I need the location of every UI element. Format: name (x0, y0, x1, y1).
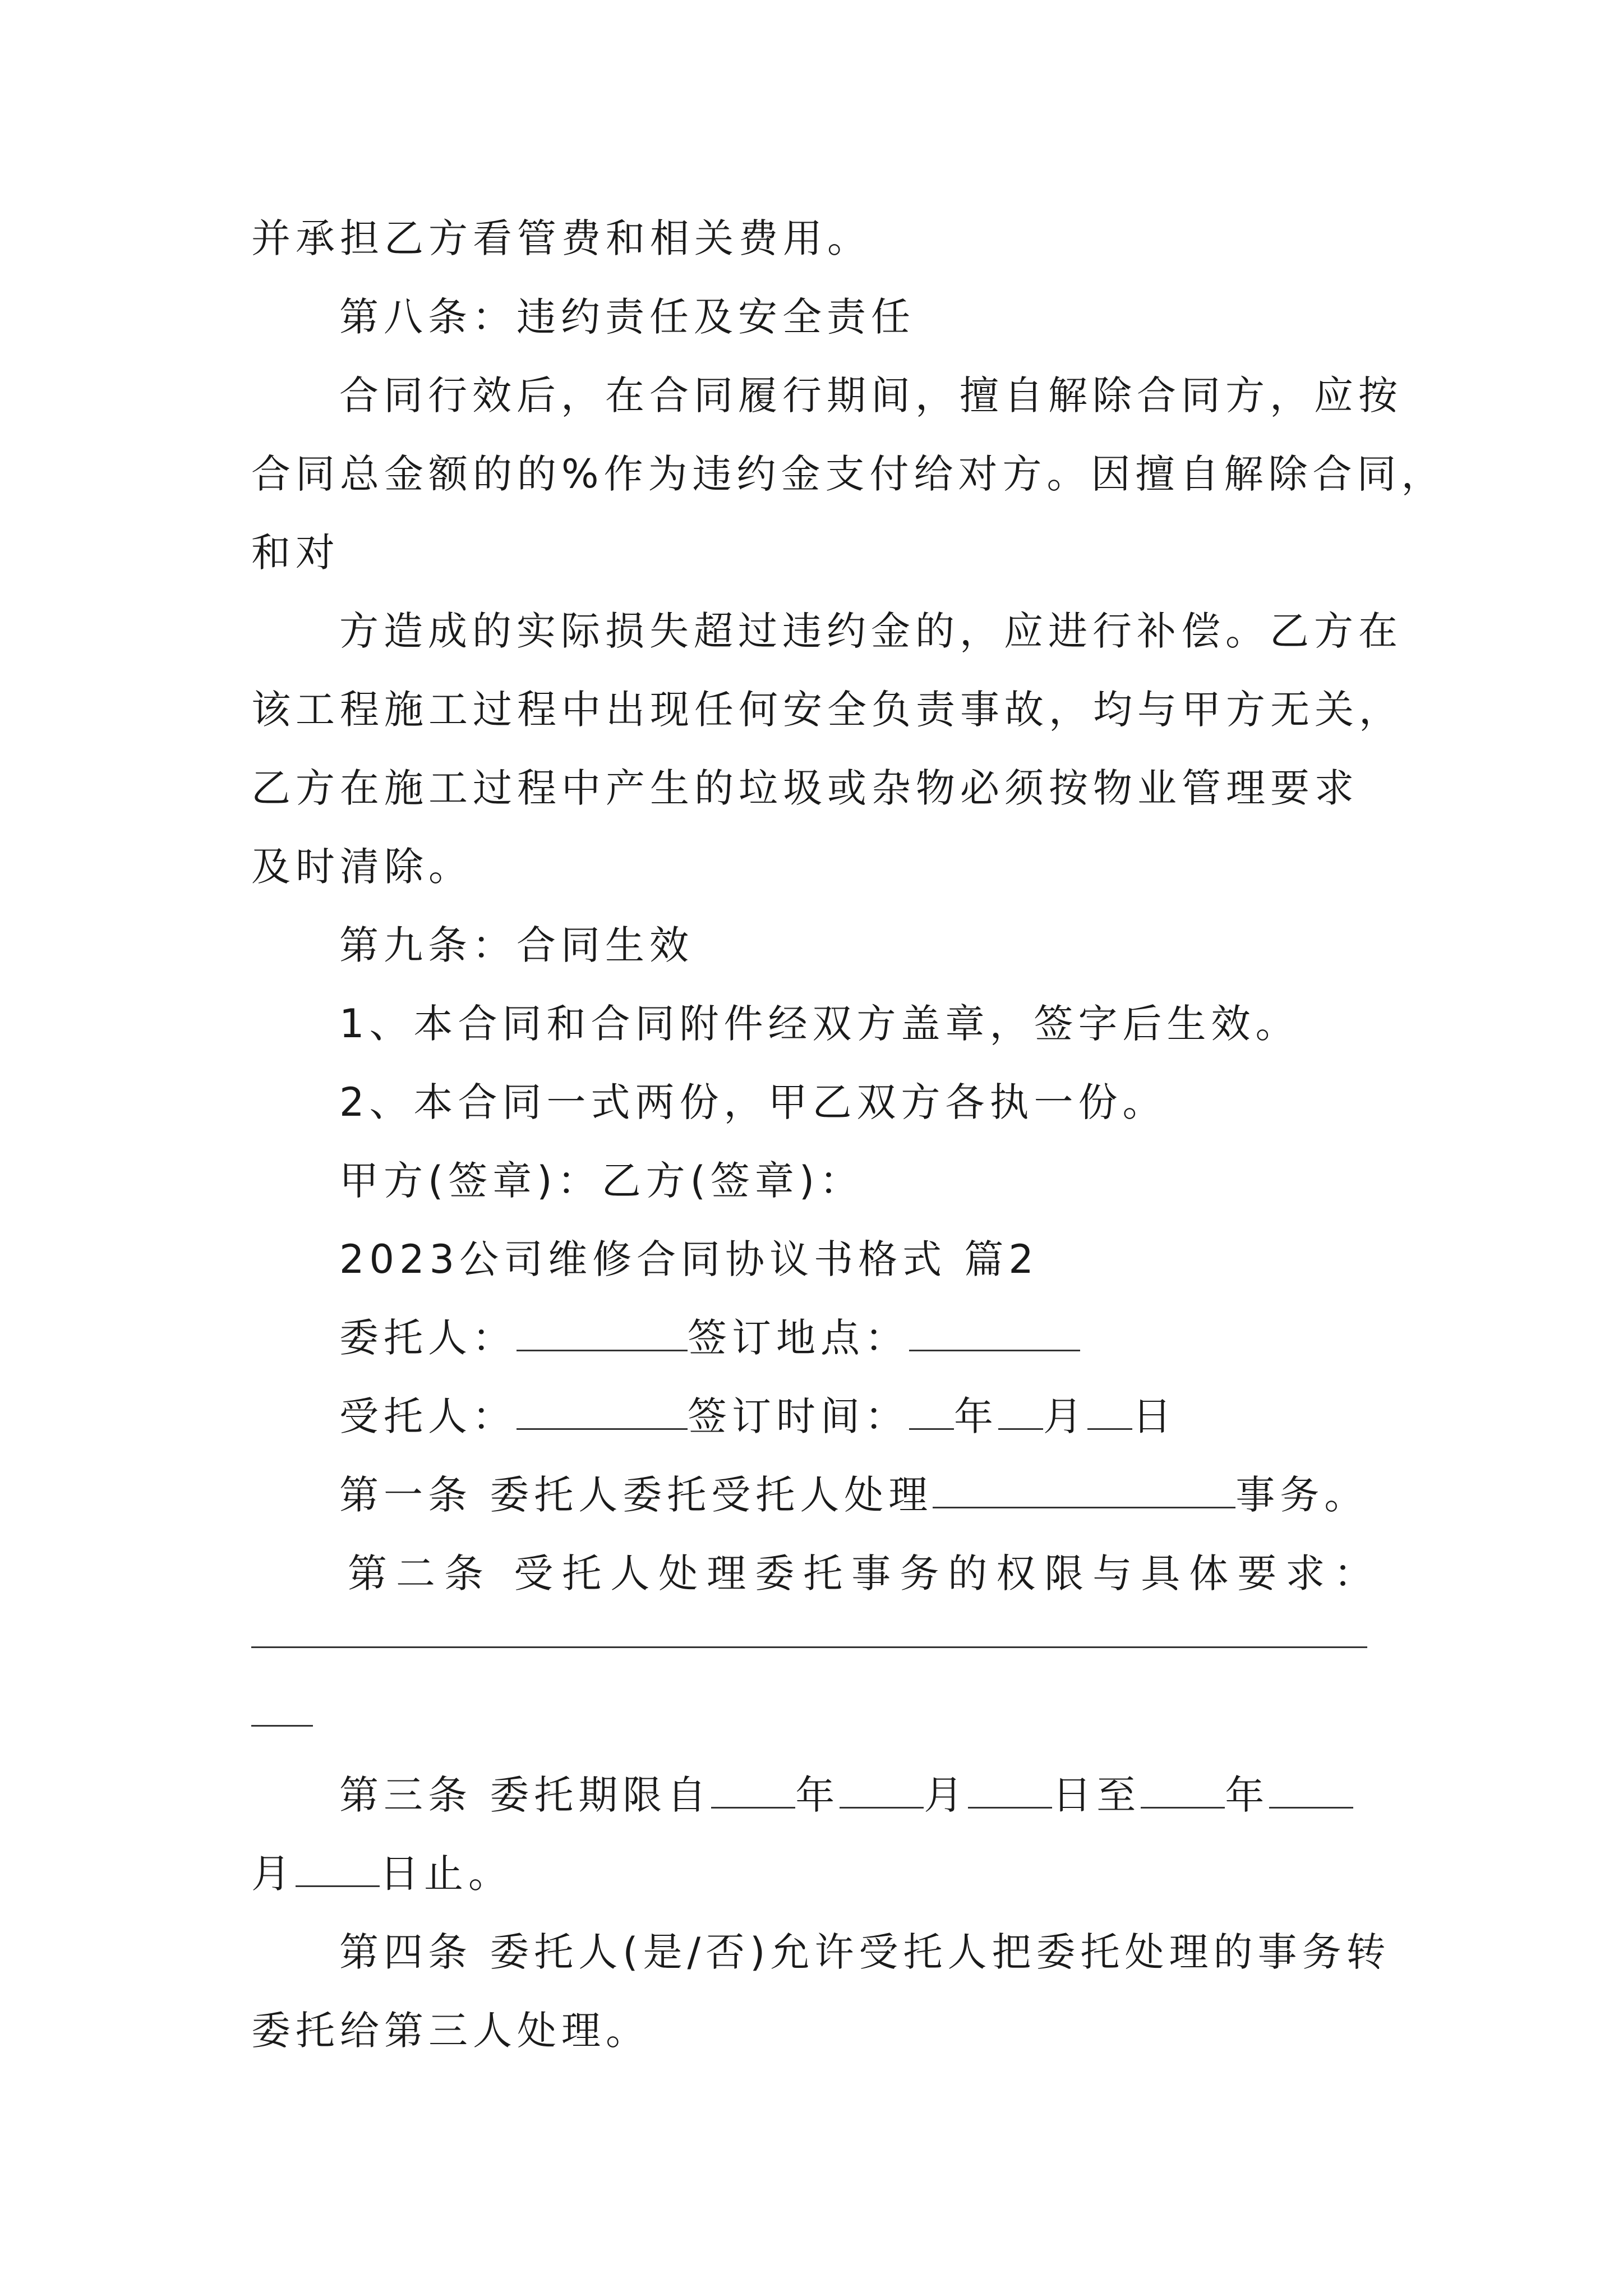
article-4-line-2: 委托给第三人处理。 (251, 2008, 650, 2054)
month-label: 月 (924, 1772, 969, 1818)
paragraph-line: 方造成的实际损失超过违约金的，应进行补偿。乙方在 (339, 608, 1403, 654)
article-1 (339, 1467, 1368, 1523)
paragraph-line: 该工程施工过程中出现任何安全负责事故，均与甲方无关， (251, 687, 1403, 733)
paragraph-line: 并承担乙方看管费和相关费用。 (251, 215, 872, 261)
consignee-row (339, 1388, 1177, 1444)
start-month-blank (840, 1774, 924, 1809)
paragraph-line: 及时清除。 (251, 844, 473, 890)
date-end-label: 日止。 (380, 1851, 513, 1897)
article-3-text: 第三条 委托期限自 (339, 1772, 712, 1818)
day-label: 日 (1132, 1393, 1177, 1439)
article-heading: 第九条：合同生效 (339, 922, 694, 968)
consignor-blank (517, 1317, 688, 1351)
sign-place-label: 签订地点： (688, 1315, 909, 1361)
article-1-text: 第一条 委托人委托受托人处理 (339, 1472, 933, 1518)
signature-line: 甲方(签章)：乙方(签章)： (339, 1158, 864, 1204)
start-day-blank (968, 1774, 1052, 1809)
clause-line: 1、本合同和合同附件经双方盖章，签字后生效。 (339, 1001, 1300, 1047)
month-label: 月 (251, 1851, 296, 1897)
day-blank (1087, 1396, 1132, 1430)
article-heading: 第八条：违约责任及安全责任 (339, 294, 915, 340)
paragraph-line: 合同总金额的的%作为违约金支付给对方。因擅自解除合同， (251, 451, 1446, 497)
paragraph-line: 和对 (251, 530, 340, 576)
year-label: 年 (795, 1772, 840, 1818)
article-3-line-1 (339, 1767, 1353, 1823)
requirement-blank-line (251, 1725, 313, 1727)
year-label: 年 (954, 1393, 998, 1439)
article-1-suffix: 事务。 (1235, 1472, 1369, 1518)
end-year-blank (1141, 1774, 1225, 1809)
sign-time-label: 签订时间： (688, 1393, 909, 1439)
consignor-label: 委托人： (339, 1315, 517, 1361)
year-label: 年 (1225, 1772, 1270, 1818)
start-year-blank (711, 1774, 795, 1809)
clause-line: 2、本合同一式两份，甲乙双方各执一份。 (339, 1079, 1167, 1125)
consignee-blank (517, 1396, 688, 1430)
month-label: 月 (1043, 1393, 1087, 1439)
article-2: 第二条 受托人处理委托事务的权限与具体要求： (348, 1550, 1382, 1596)
paragraph-line: 乙方在施工过程中产生的垃圾或杂物必须按物业管理要求 (251, 765, 1359, 811)
matter-blank (933, 1474, 1235, 1508)
sign-place-blank (909, 1317, 1080, 1351)
year-blank (909, 1396, 954, 1430)
article-4-line-1: 第四条 委托人(是/否)允许受托人把委托处理的事务转 (339, 1929, 1391, 1975)
article-3-line-2 (251, 1846, 513, 1902)
end-month-blank (1269, 1774, 1353, 1809)
date-to-label: 日至 (1052, 1772, 1141, 1818)
consignee-label: 受托人： (339, 1393, 517, 1439)
month-blank (998, 1396, 1043, 1430)
requirement-blank-line (251, 1646, 1367, 1648)
consignor-row (339, 1310, 1080, 1366)
paragraph-line: 合同行效后，在合同履行期间，擅自解除合同方，应按 (339, 372, 1403, 418)
end-day-blank (296, 1853, 380, 1887)
section-title: 2023公司维修合同协议书格式 篇2 (339, 1236, 1039, 1282)
